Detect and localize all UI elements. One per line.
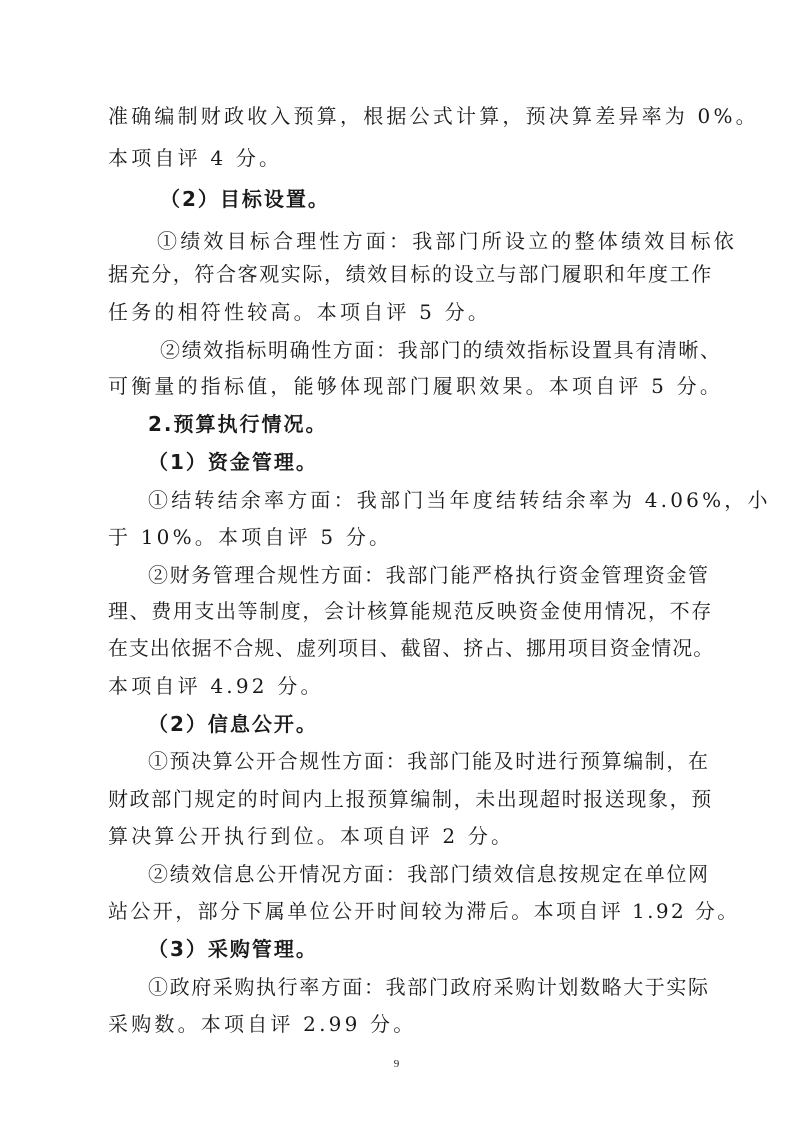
paragraph-line: 本项自评 4.92 分。 [108, 674, 324, 698]
section-heading: 2.预算执行情况。 [148, 412, 328, 436]
section-heading: （2）信息公开。 [148, 712, 318, 736]
section-heading: （1）资金管理。 [148, 450, 318, 474]
paragraph-line: ②财务管理合规性方面：我部门能严格执行资金管理资金管 [148, 563, 710, 587]
paragraph-line: 本项自评 4 分。 [108, 146, 283, 170]
paragraph-line: ②绩效指标明确性方面：我部门的绩效指标设置具有清晰、 [160, 338, 722, 362]
paragraph-line: ①政府采购执行率方面：我部门政府采购计划数略大于实际 [148, 975, 710, 999]
page-number: 9 [393, 1058, 400, 1070]
paragraph-line: 站公开，部分下属单位公开时间较为滞后。本项自评 1.92 分。 [108, 899, 740, 923]
paragraph-line: ①结转结余率方面：我部门当年度结转结余率为 4.06%，小 [148, 488, 771, 512]
paragraph-line: ①绩效目标合理性方面：我部门所设立的整体绩效目标依 [157, 229, 737, 253]
paragraph-line: 可衡量的指标值，能够体现部门履职效果。本项自评 5 分。 [108, 374, 724, 398]
section-heading: （3）采购管理。 [148, 937, 318, 961]
paragraph-line: ②绩效信息公开情况方面：我部门绩效信息按规定在单位网 [148, 862, 710, 886]
paragraph-line: ①预决算公开合规性方面：我部门能及时进行预算编制，在 [148, 749, 710, 773]
section-heading: （2）目标设置。 [160, 187, 330, 211]
paragraph-line: 采购数。本项自评 2.99 分。 [108, 1012, 417, 1036]
paragraph-line: 财政部门规定的时间内上报预算编制，未出现超时报送现象，预 [108, 787, 713, 811]
paragraph-line: 在支出依据不合规、虚列项目、截留、挤占、挪用项目资金情况。 [108, 636, 715, 660]
paragraph-line: 理、费用支出等制度，会计核算能规范反映资金使用情况，不存 [108, 599, 713, 623]
paragraph-line: 于 10%。本项自评 5 分。 [108, 525, 393, 549]
paragraph-line: 任务的相符性较高。本项自评 5 分。 [108, 300, 492, 324]
paragraph-line: 算决算公开执行到位。本项自评 2 分。 [108, 824, 515, 848]
paragraph-line: 准确编制财政收入预算，根据公式计算，预决算差异率为 0%。 [108, 104, 759, 128]
paragraph-line: 据充分，符合客观实际，绩效目标的设立与部门履职和年度工作 [108, 262, 713, 286]
